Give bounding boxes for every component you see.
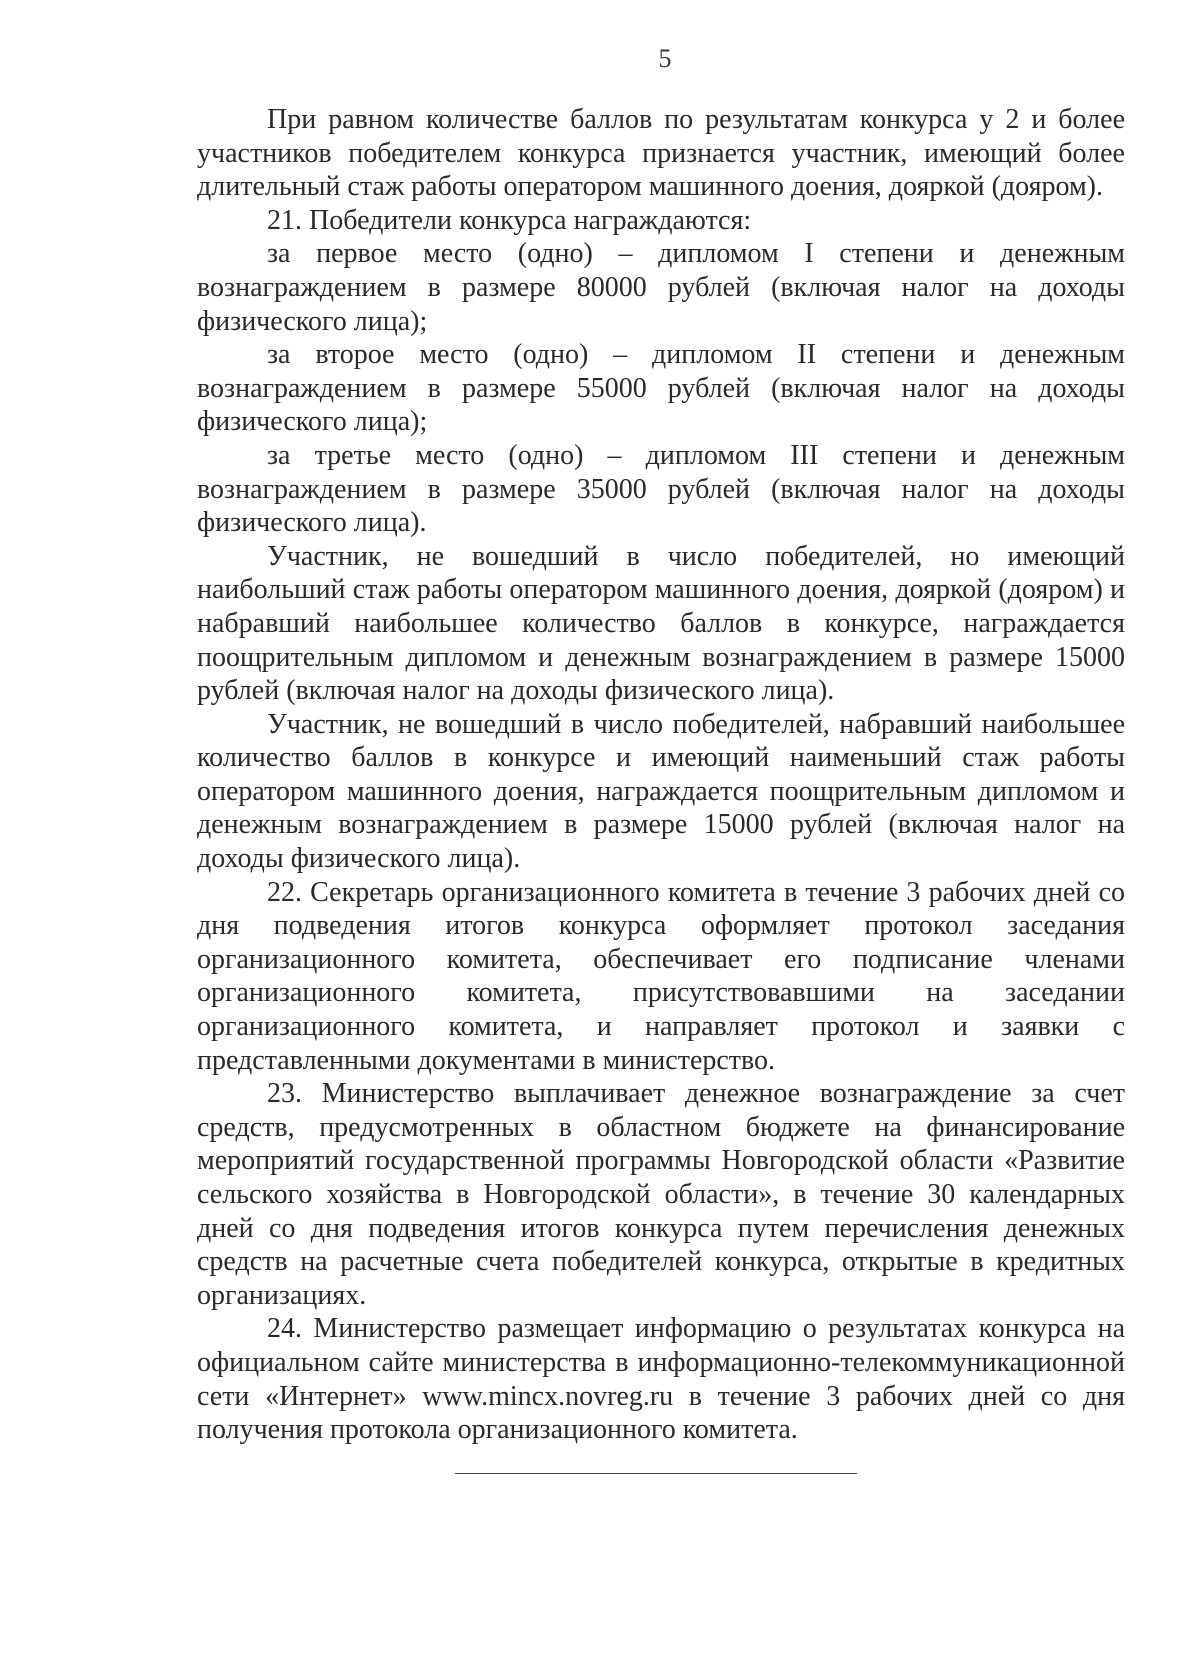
paragraph-third-place: за третье место (одно) – дипломом III степени и денежным вознаграждением в размере 35000 рублей (включая налог на доходы физического лица). — [197, 439, 1125, 539]
document-body — [197, 103, 1125, 1447]
paragraph-encouragement-shortest-experience: Участник, не вошедший в число победителей, набравший наибольшее количество баллов в конкурсе и имеющий наименьший стаж работы оператором машинного доения, награждается поощрительным дипломом и денежным вознаграждением в размере 15000 рублей (включая налог на доходы физического лица). — [197, 708, 1125, 875]
page-number: 5 — [658, 44, 672, 73]
paragraph-second-place: за второе место (одно) – дипломом II степени и денежным вознаграждением в размере 55000 рублей (включая налог на доходы физического лица); — [197, 339, 1125, 438]
paragraph-24-results-publication: 24. Министерство размещает информацию о результатах конкурса на официальном сайте министерства в информационно-телекоммуникационной сети «Интернет» www.mincx.novreg.ru в течение 3 рабочих дней со дня получения протокола организационного комитета. — [197, 1313, 1125, 1446]
paragraph-21-awards-heading: 21. Победители конкурса награждаются: — [267, 204, 752, 236]
paragraph-23-ministry-payment: 23. Министерство выплачивает денежное вознаграждение за счет средств, предусмотренных в областном бюджете на финансирование мероприятий государственной программы Новгородской области «Развитие сельского хозяйства в Новгородской области», в течение 30 календарных дней со дня подведения итогов конкурса путем перечисления денежных средств на расчетные счета победителей конкурса, открытые в кредитных организациях. — [197, 1078, 1125, 1311]
paragraph-first-place: за первое место (одно) – дипломом I степени и денежным вознаграждением в размере 80000 рублей (включая налог на доходы физического лица); — [197, 238, 1125, 337]
paragraph-22-secretary-protocol: 22. Секретарь организационного комитета в течение 3 рабочих дней со дня подведения итогов конкурса оформляет протокол заседания организационного комитета, обеспечивает его подписание членами организационного комитета, присутствовавшими на заседании организационного комитета, и направляет протокол и заявки с представленными документами в министерство. — [197, 876, 1125, 1076]
paragraph-encouragement-longest-experience: Участник, не вошедший в число победителей, но имеющий наибольший стаж работы оператором машинного доения, дояркой (дояром) и набравший наибольшее количество баллов в конкурсе, награждается поощрительным дипломом и денежным вознаграждением в размере 15000 рублей (включая налог на доходы физического лица). — [197, 540, 1125, 707]
paragraph-tie-rule: При равном количестве баллов по результатам конкурса у 2 и более участников победителем конкурса признается участник, имеющий более длительный стаж работы оператором машинного доения, дояркой (дояром). — [197, 104, 1125, 203]
end-of-document-rule — [455, 1473, 857, 1474]
